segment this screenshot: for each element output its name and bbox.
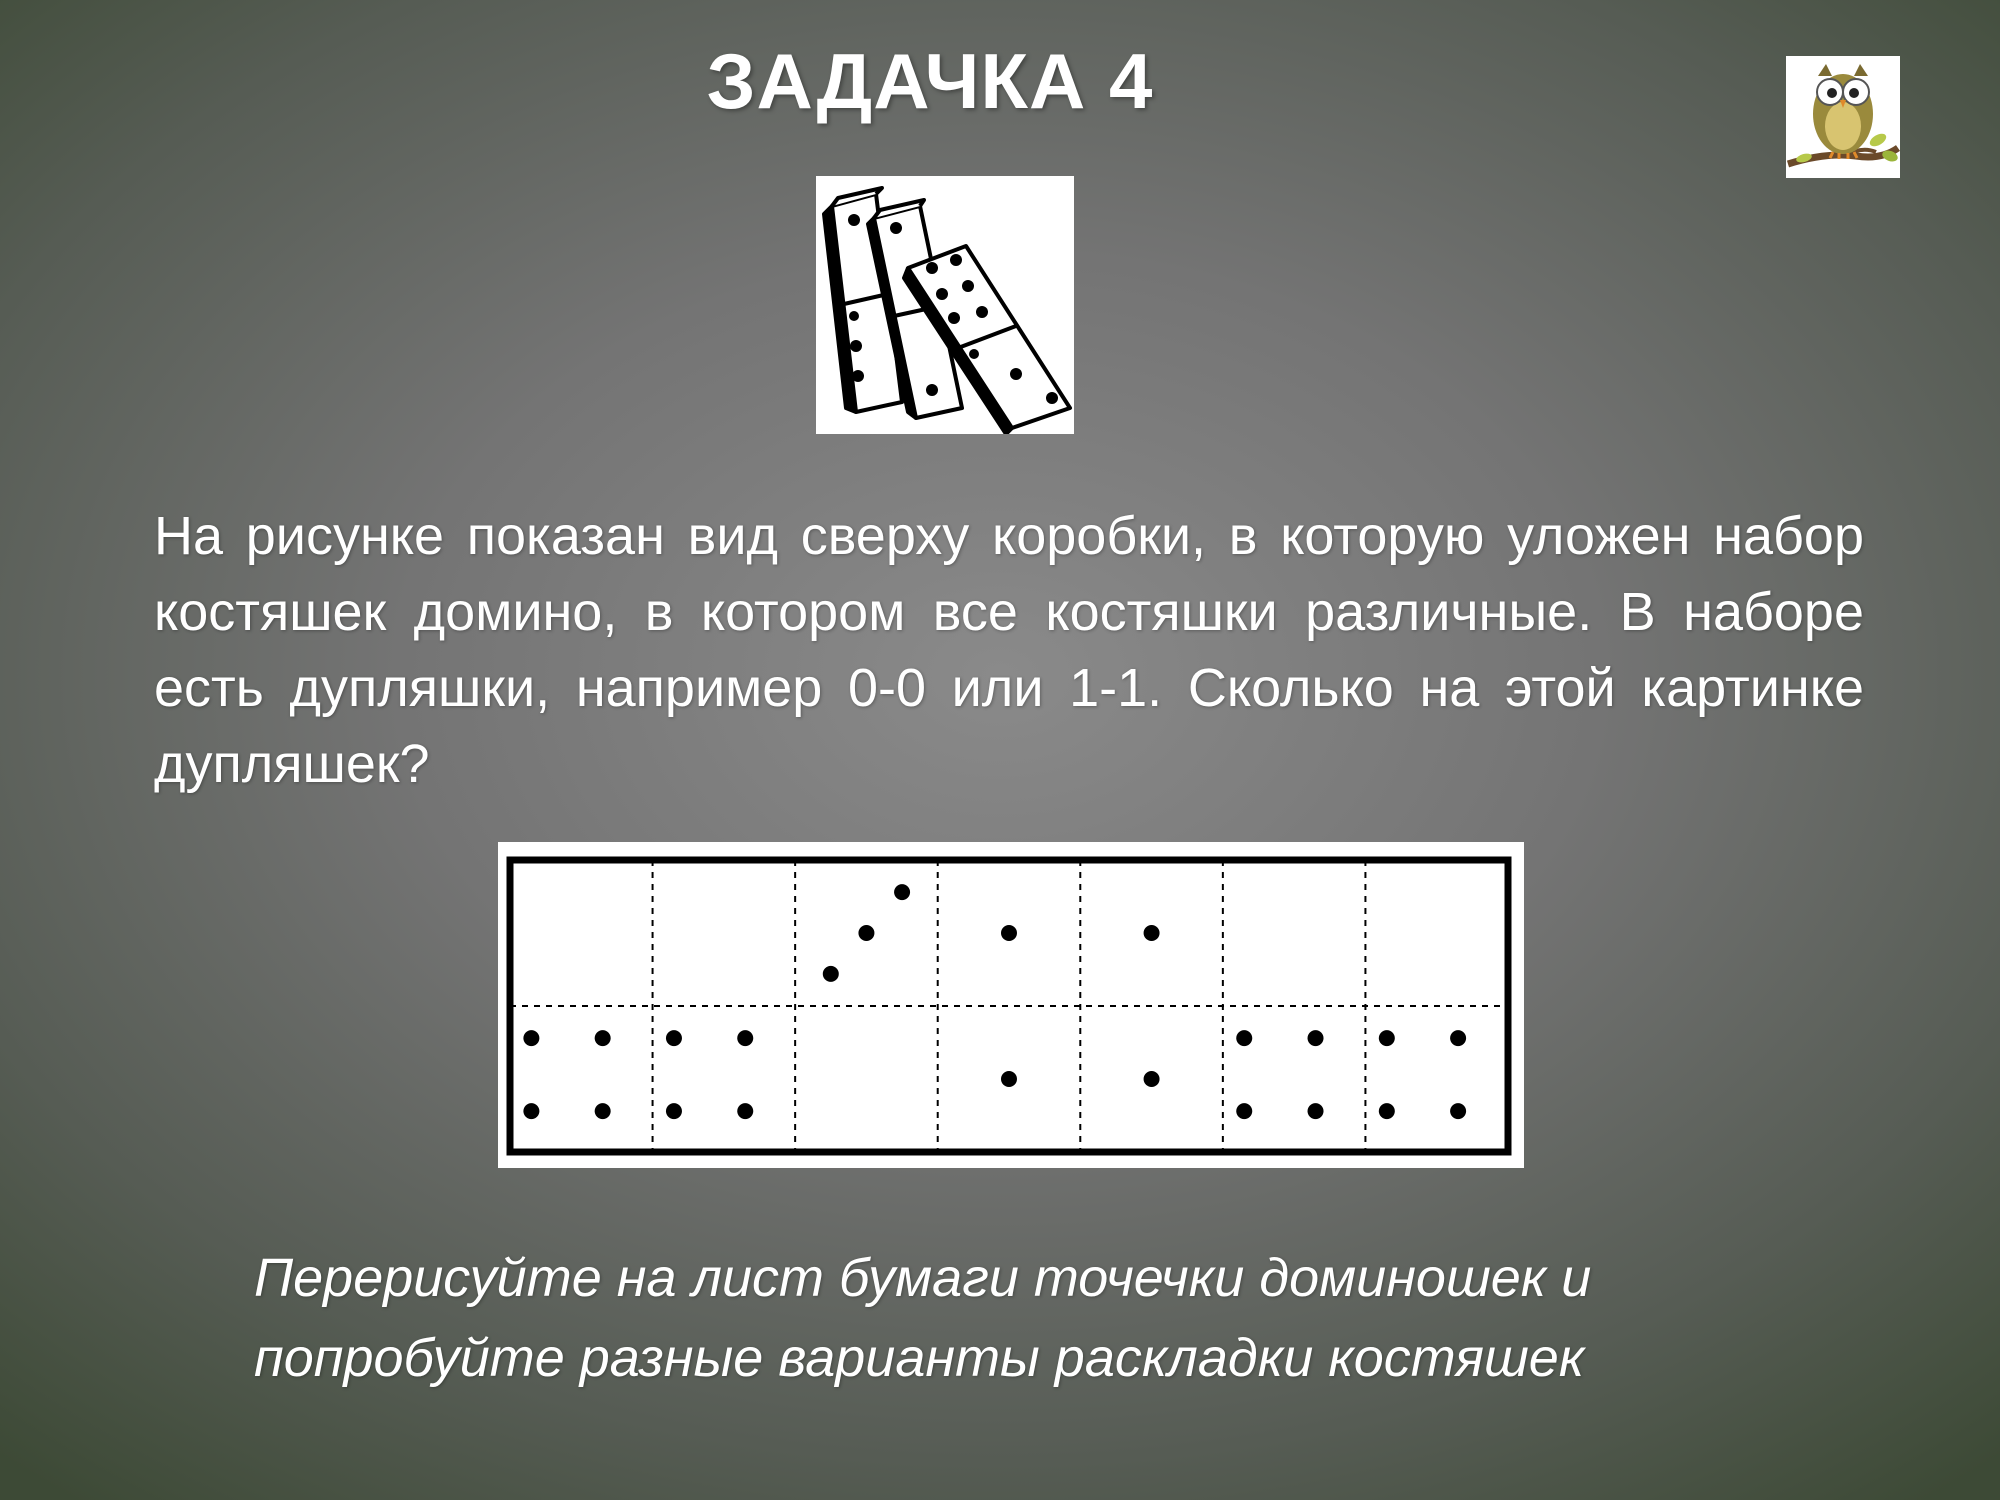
domino-pip bbox=[1236, 1103, 1252, 1119]
hint-line-1: Перерисуйте на лист бумаги точечки доминошек и bbox=[254, 1248, 1592, 1308]
domino-pip bbox=[666, 1030, 682, 1046]
domino-pip bbox=[1144, 1071, 1160, 1087]
domino-pip bbox=[894, 884, 910, 900]
domino-pip bbox=[1308, 1103, 1324, 1119]
domino-pip bbox=[595, 1103, 611, 1119]
domino-pip bbox=[823, 966, 839, 982]
domino-pip bbox=[1450, 1030, 1466, 1046]
domino-pip bbox=[523, 1030, 539, 1046]
domino-pip bbox=[1144, 925, 1160, 941]
domino-pip bbox=[595, 1030, 611, 1046]
slide-title: ЗАДАЧКА 4 bbox=[706, 37, 1154, 125]
domino-pip bbox=[1379, 1103, 1395, 1119]
hint-line-2: попробуйте разные варианты раскладки костяшек bbox=[254, 1328, 1585, 1388]
domino-pip bbox=[1308, 1030, 1324, 1046]
domino-pip bbox=[1450, 1103, 1466, 1119]
domino-box bbox=[498, 842, 1524, 1168]
domino-pip bbox=[737, 1103, 753, 1119]
owl-icon bbox=[1786, 56, 1900, 178]
domino-pip bbox=[523, 1103, 539, 1119]
domino-pip bbox=[737, 1030, 753, 1046]
domino-pip bbox=[858, 925, 874, 941]
falling-dominoes-icon bbox=[816, 176, 1074, 434]
problem-text: На рисунке показан вид сверху коробки, в которую уложен набор костяшек домино, в котором все костяшки различные. В наборе есть дупляшки, например 0-0 или 1-1. Сколько на этой картинке дупляшек? bbox=[154, 506, 1864, 794]
domino-pip bbox=[1001, 1071, 1017, 1087]
domino-pip bbox=[1236, 1030, 1252, 1046]
hint-text bbox=[254, 1238, 1774, 1398]
domino-pip bbox=[1379, 1030, 1395, 1046]
domino-pip bbox=[1001, 925, 1017, 941]
domino-pip bbox=[666, 1103, 682, 1119]
